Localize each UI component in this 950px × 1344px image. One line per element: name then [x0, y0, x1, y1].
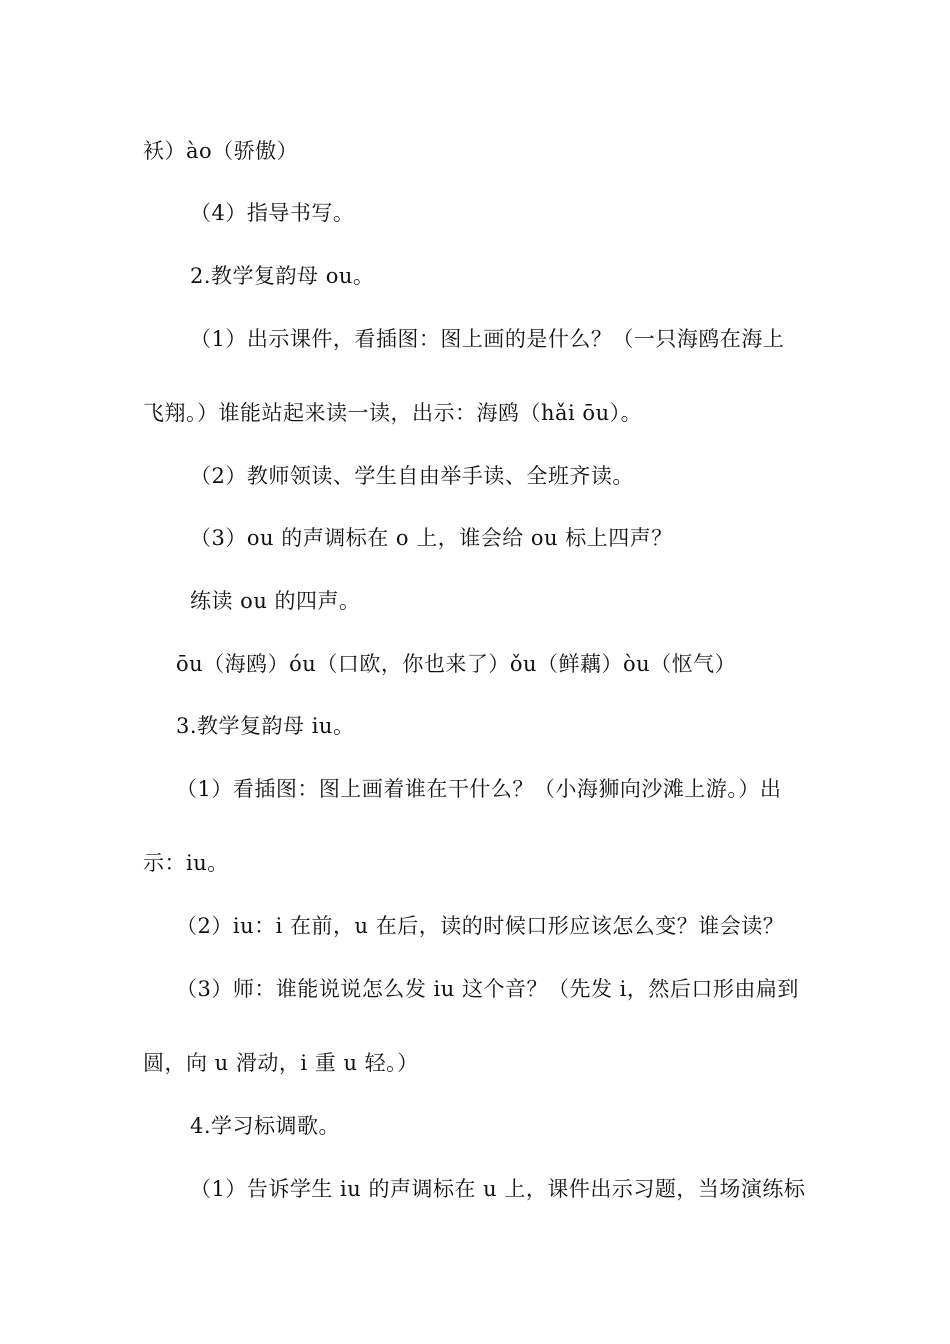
text-line-3: 2.教学复韵母 ou。 [190, 264, 375, 288]
text-line-12: 示：iu。 [143, 851, 229, 875]
text-line-17: （1）告诉学生 iu 的声调标在 u 上，课件出示习题，当场演练标 [190, 1177, 806, 1201]
text-line-11: （1）看插图：图上画着谁在干什么？（小海狮向沙滩上游。）出 [176, 777, 782, 801]
text-line-5: 飞翔。）谁能站起来读一读，出示：海鸥（hǎi ōu）。 [143, 401, 643, 425]
text-line-9: ōu（海鸥）óu（口欧，你也来了）ǒu（鲜藕）òu（怄气） [176, 652, 737, 676]
text-line-13: （2）iu：i 在前，u 在后，读的时候口形应该怎么变？谁会读？ [176, 914, 785, 938]
text-line-1: 袄）ào（骄傲） [143, 139, 299, 163]
text-line-16: 4.学习标调歌。 [190, 1114, 341, 1138]
text-line-8: 练读 ou 的四声。 [190, 589, 361, 613]
text-line-2: （4）指导书写。 [190, 201, 355, 225]
text-line-7: （3）ou 的声调标在 o 上，谁会给 ou 标上四声？ [190, 526, 673, 550]
text-line-6: （2）教师领读、学生自由举手读、全班齐读。 [190, 464, 634, 488]
text-line-15: 圆，向 u 滑动，i 重 u 轻。） [143, 1051, 419, 1075]
text-line-4: （1）出示课件，看插图：图上画的是什么？（一只海鸥在海上 [190, 327, 785, 351]
text-line-10: 3.教学复韵母 iu。 [176, 714, 355, 738]
text-line-14: （3）师：谁能说说怎么发 iu 这个音？（先发 i，然后口形由扁到 [176, 977, 799, 1001]
